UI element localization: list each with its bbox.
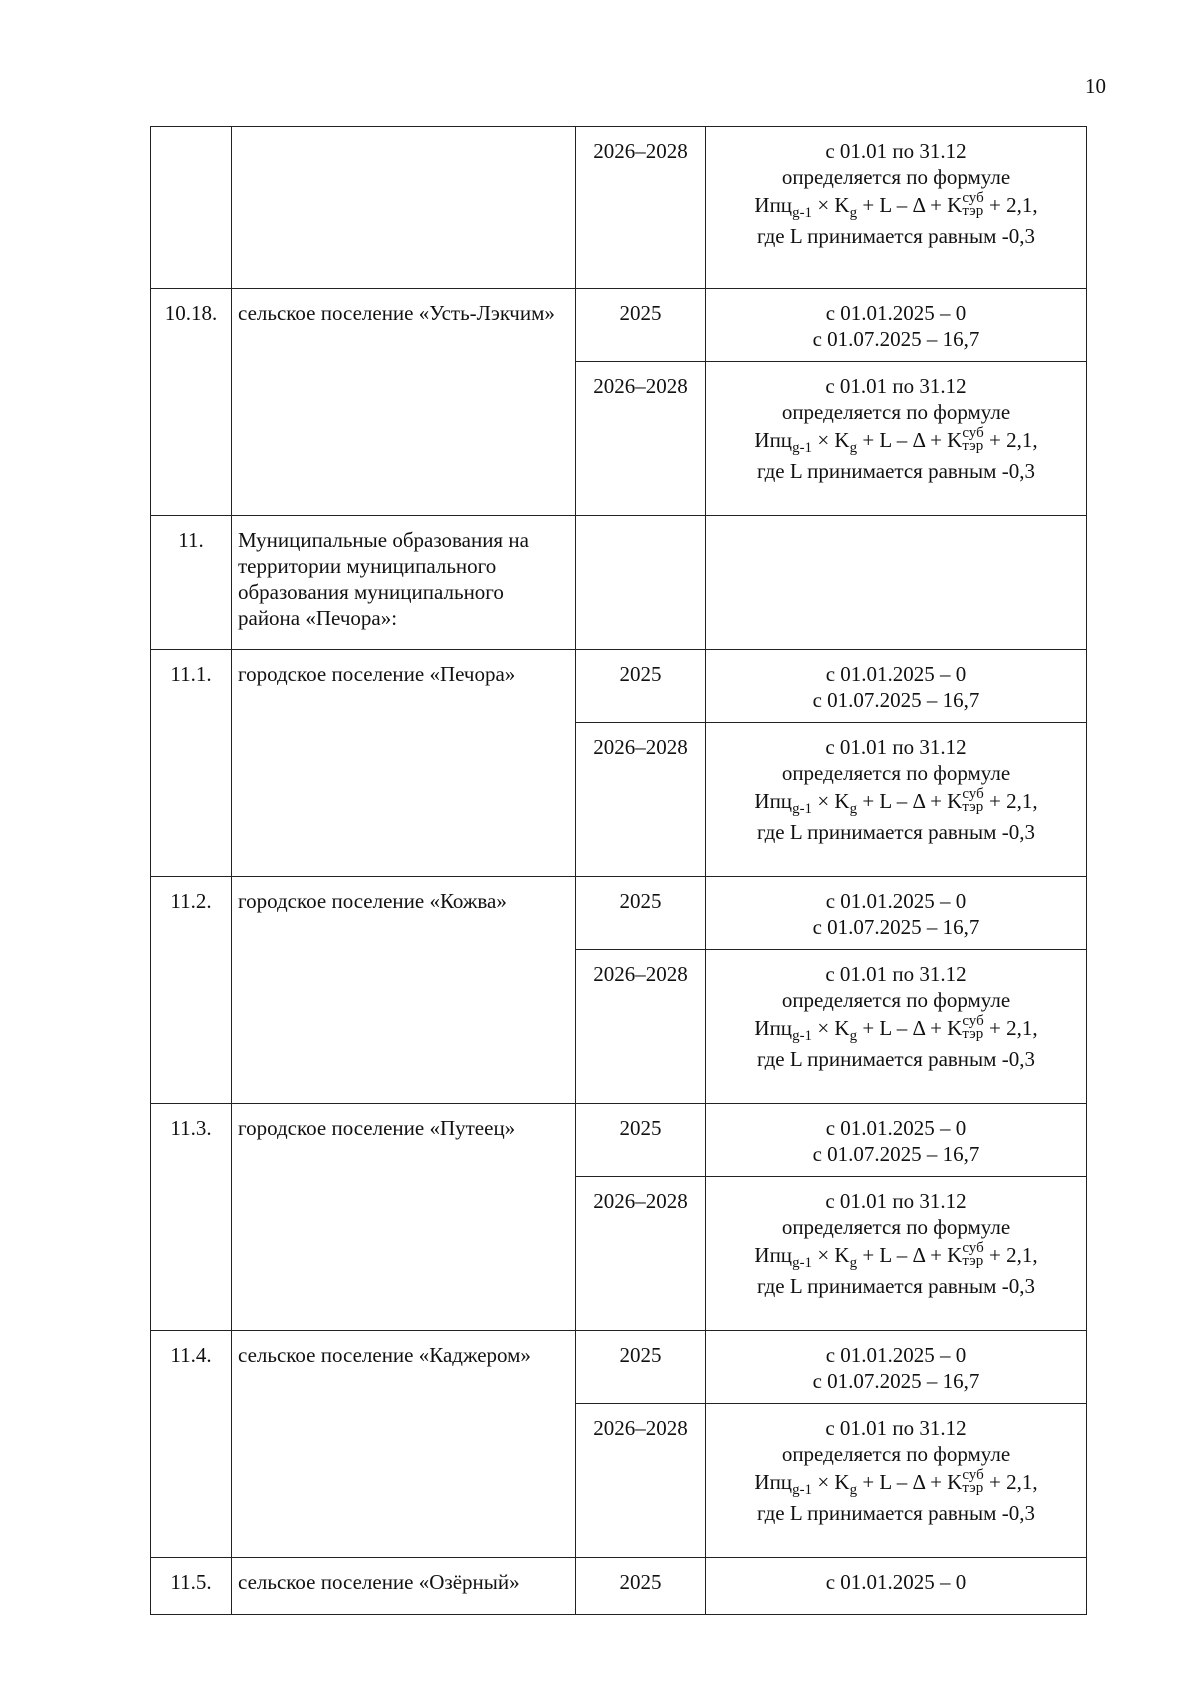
year-cell: 2026–2028 <box>576 127 706 289</box>
year-cell: 2026–2028 <box>576 1177 706 1331</box>
formula-cell: с 01.01 по 31.12 определяется по формуле $Ипц_{g-1} \times K_g + L - \Delta + K$ суб тэр + 2,1, где L принимается равным -0,3 <box>706 1177 1087 1331</box>
year-cell: 2025 <box>576 1558 706 1615</box>
formula-note: где L принимается равным -0,3 <box>757 224 1035 248</box>
value-cell: с 01.01.2025 – 0 <box>706 1558 1087 1615</box>
formula-cell <box>706 127 1087 289</box>
table-row <box>151 1558 1087 1615</box>
table-row <box>151 877 1087 950</box>
value-cell: с 01.01.2025 – 0 с 01.07.2025 – 16,7 <box>706 877 1087 950</box>
formula: $Ипц_{g-1} \times K_g + L - \Delta + K$ суб тэр + 2,1, <box>754 425 1038 456</box>
table-row <box>151 1104 1087 1177</box>
value-cell: с 01.01.2025 – 0 с 01.07.2025 – 16,7 <box>706 1104 1087 1177</box>
formula: $Ипц_{g-1} \times K_g + L - \Delta + K$ суб тэр + 2,1, <box>754 1467 1038 1498</box>
tariff-table <box>150 126 1087 1615</box>
formula: $Ипц_{g-1} \times K_g + L - \Delta + K$ суб тэр + 2,1, <box>754 190 1038 221</box>
row-name-cell <box>232 127 576 289</box>
formula: $Ипц_{g-1} \times K_g + L - \Delta + K$ суб тэр + 2,1, <box>754 1240 1038 1271</box>
table-row <box>151 127 1087 289</box>
formula-cell: с 01.01 по 31.12 определяется по формуле $Ипц_{g-1} \times K_g + L - \Delta + K$ суб тэр + 2,1, где L принимается равным -0,3 <box>706 950 1087 1104</box>
year-cell: 2026–2028 <box>576 950 706 1104</box>
table-row <box>151 289 1087 362</box>
row-number-cell: 11.3. <box>151 1104 232 1331</box>
year-cell: 2025 <box>576 289 706 362</box>
value-cell: с 01.01.2025 – 0 с 01.07.2025 – 16,7 <box>706 289 1087 362</box>
table-row <box>151 1331 1087 1404</box>
row-name-cell: Муниципальные образования на территории муниципального образования муниципального района «Печора»: <box>232 516 576 650</box>
page-number: 10 <box>1085 74 1106 98</box>
year-cell: 2025 <box>576 1104 706 1177</box>
year-cell: 2026–2028 <box>576 723 706 877</box>
period-text: с 01.01 по 31.12 <box>825 139 967 163</box>
row-number-cell: 11. <box>151 516 232 650</box>
value-cell: с 01.01.2025 – 0 с 01.07.2025 – 16,7 <box>706 1331 1087 1404</box>
formula-cell: с 01.01 по 31.12 определяется по формуле $Ипц_{g-1} \times K_g + L - \Delta + K$ суб тэр + 2,1, где L принимается равным -0,3 <box>706 362 1087 516</box>
formula-cell: с 01.01 по 31.12 определяется по формуле $Ипц_{g-1} \times K_g + L - \Delta + K$ суб тэр + 2,1, где L принимается равным -0,3 <box>706 723 1087 877</box>
row-name-cell: городское поселение «Кожва» <box>232 877 576 1104</box>
value-cell <box>706 516 1087 650</box>
row-name-cell: сельское поселение «Усть-Лэкчим» <box>232 289 576 516</box>
row-number-cell: 10.18. <box>151 289 232 516</box>
year-cell: 2025 <box>576 877 706 950</box>
table-row <box>151 516 1087 650</box>
table-row <box>151 650 1087 723</box>
year-cell <box>576 516 706 650</box>
year-cell: 2026–2028 <box>576 362 706 516</box>
year-cell: 2026–2028 <box>576 1404 706 1558</box>
formula: $Ипц_{g-1} \times K_g + L - \Delta + K$ суб тэр + 2,1, <box>754 786 1038 817</box>
row-name-cell: сельское поселение «Каджером» <box>232 1331 576 1558</box>
year-cell: 2025 <box>576 1331 706 1404</box>
row-number-cell: 11.4. <box>151 1331 232 1558</box>
row-name-cell: сельское поселение «Озёрный» <box>232 1558 576 1615</box>
formula-cell: с 01.01 по 31.12 определяется по формуле $Ипц_{g-1} \times K_g + L - \Delta + K$ суб тэр + 2,1, где L принимается равным -0,3 <box>706 1404 1087 1558</box>
row-name-cell: городское поселение «Печора» <box>232 650 576 877</box>
row-number-cell: 11.1. <box>151 650 232 877</box>
formula: $Ипц_{g-1} \times K_g + L - \Delta + K$ суб тэр + 2,1, <box>754 1013 1038 1044</box>
row-name-cell: городское поселение «Путеец» <box>232 1104 576 1331</box>
by-formula-text: определяется по формуле <box>781 165 1011 189</box>
row-number-cell: 11.2. <box>151 877 232 1104</box>
value-cell: с 01.01.2025 – 0 с 01.07.2025 – 16,7 <box>706 650 1087 723</box>
year-cell: 2025 <box>576 650 706 723</box>
row-number-cell <box>151 127 232 289</box>
row-number-cell: 11.5. <box>151 1558 232 1615</box>
